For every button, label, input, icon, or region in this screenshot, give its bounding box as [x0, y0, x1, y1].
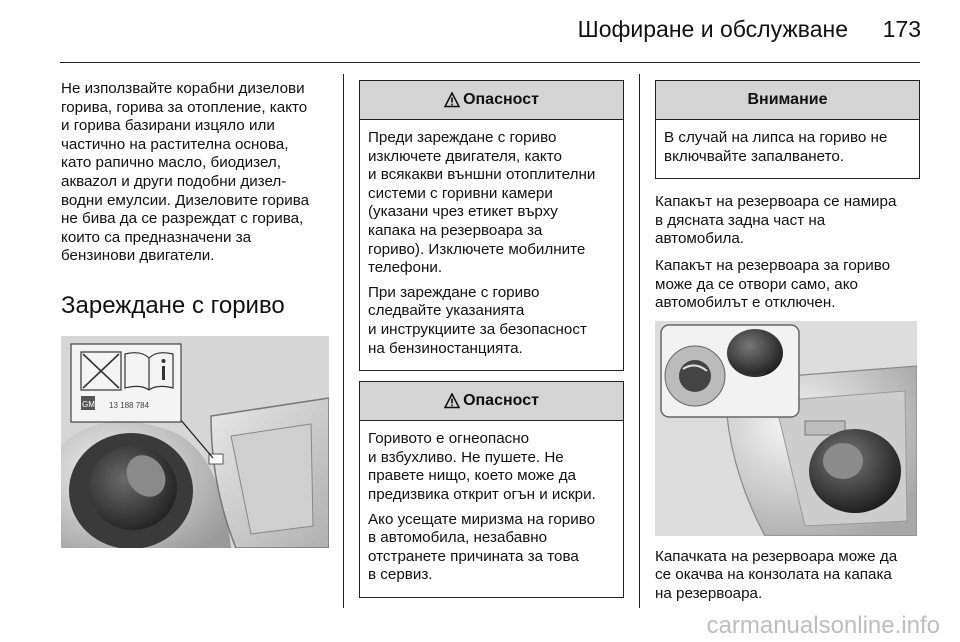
page-number: 173: [882, 16, 921, 42]
warning-triangle-icon: [444, 92, 460, 108]
column-left: [61, 80, 331, 548]
danger-box: [359, 381, 624, 598]
body-paragraph: Капакът на резервоара се намира в дясната задна част на автомобила.: [655, 193, 897, 248]
watermark: carmanualsonline.info: [706, 612, 940, 639]
intro-paragraph: Не използвайте корабни дизелови горива, горива за отопление, както и горива базирани изцяло или частично на растителна основа, като рапично масло, биодизел, акваzол и други подобни дизел- водни емулсии. Дизеловите горива не бива да се разреждат с горива, които са предназначени за бензинови двигатели.: [61, 80, 310, 265]
danger-paragraph: Ако усещате миризма на гориво в автомобила, незабавно отстранете причината за това в сервиз.: [368, 510, 596, 584]
body-paragraph: Капачката на резервоара може да се окачва на конзолата на капака на резервоара.: [655, 547, 898, 602]
header-rule: [60, 62, 920, 63]
column-right: [655, 80, 920, 612]
danger-box: [359, 80, 624, 371]
fuel-cap-holder-illustration: [655, 321, 917, 536]
caution-heading: Внимание: [656, 81, 919, 120]
caution-paragraph: В случай на липса на гориво не включвайте запалването.: [664, 129, 888, 165]
section-heading: Зареждане с гориво: [61, 291, 285, 319]
page-title: Шофиране и обслужване: [577, 16, 848, 42]
fuel-filler-door-illustration: [61, 336, 329, 548]
figure-label-code: 13 188 784: [109, 400, 150, 410]
column-divider: [343, 74, 344, 608]
warning-triangle-icon: [444, 393, 460, 409]
figure-label-brand: GM: [82, 399, 95, 409]
caution-box: [655, 80, 920, 179]
column-divider: [639, 74, 640, 608]
danger-paragraph: При зареждане с гориво следвайте указанията и инструкциите за безопасност на бензиностанцията.: [368, 283, 587, 357]
body-paragraph: Капакът на резервоара за гориво може да се отвори само, ако автомобилът е отключен.: [655, 256, 891, 312]
column-middle: [359, 80, 624, 608]
danger-paragraph: Преди зареждане с гориво изключете двигателя, както и всякакви външни отоплителни системи с горивни камери (указани чрез етикет върху капака на резервоара за гориво). Изключете мобилните телефони.: [368, 129, 596, 277]
danger-heading: Опасност: [463, 392, 539, 410]
page-header: [0, 0, 960, 62]
danger-paragraph: Горивото е огнеопасно и взбухливо. Не пушете. Не правете нищо, което може да предизвика открит огън и искри.: [368, 430, 596, 503]
danger-heading: Опасност: [463, 91, 539, 108]
